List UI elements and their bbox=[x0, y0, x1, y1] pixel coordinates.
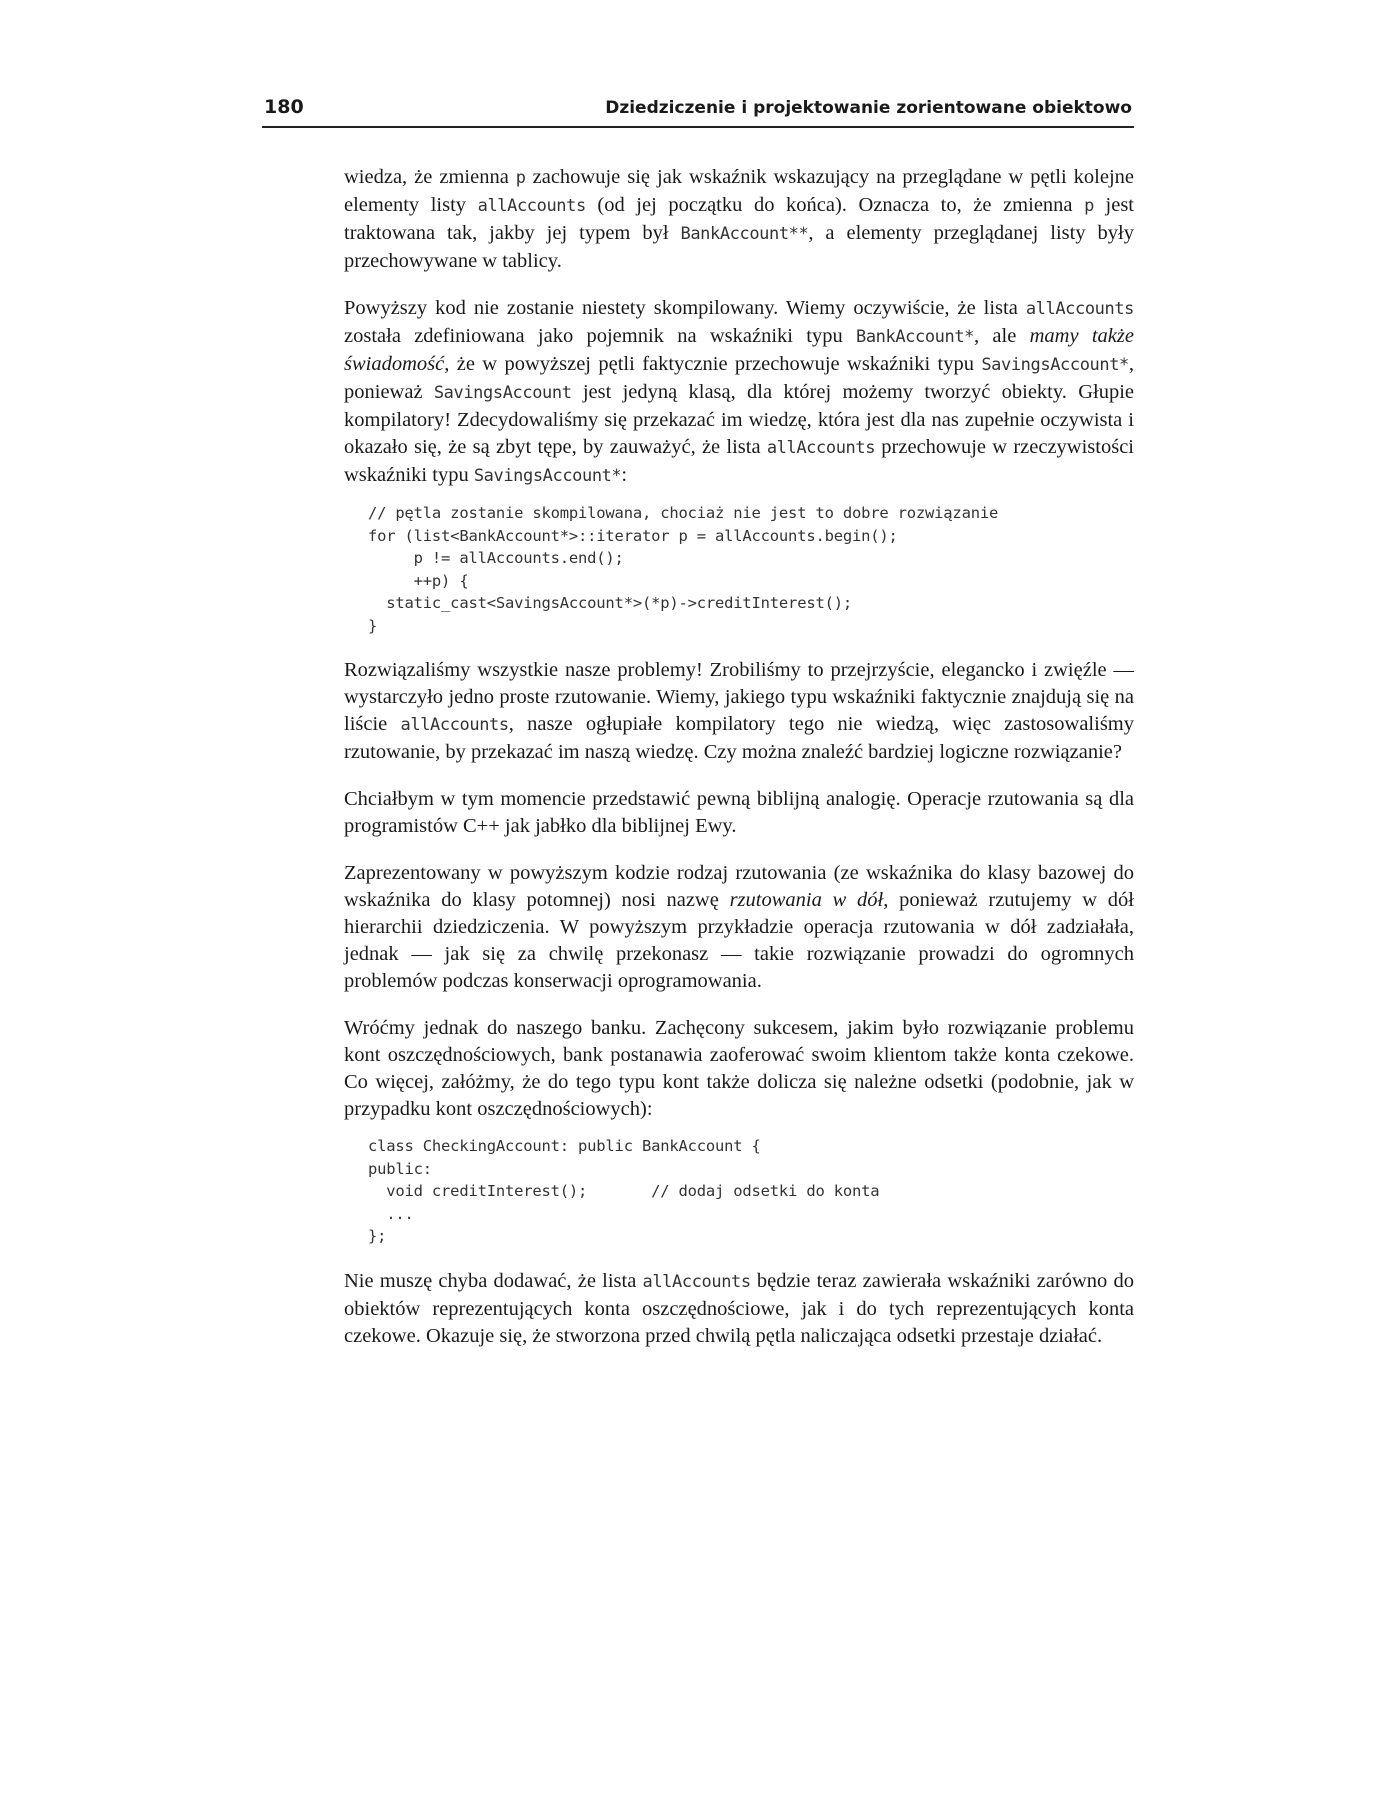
paragraph-6 bbox=[344, 1015, 1134, 1123]
paragraph-1 bbox=[344, 164, 1134, 275]
paragraph-5 bbox=[344, 860, 1134, 995]
page-number: 180 bbox=[264, 96, 304, 118]
code-inline: allAccounts bbox=[1025, 299, 1134, 319]
emphasis: mamy także świadomość bbox=[344, 325, 1134, 375]
code-line: ... bbox=[368, 1204, 414, 1223]
code-inline: BankAccount** bbox=[680, 224, 809, 244]
code-inline: SavingsAccount* bbox=[473, 466, 622, 486]
text-span: Wróćmy jednak do naszego banku. Zachęcony sukcesem, jakim było rozwiązanie problemu kont oszczędnościowych, bank postanawia zaoferować swoim klientom także konta czekowe. Co więcej, załóżmy, że do tego typu kont także dolicza się należne odsetki (podobnie, jak w przypadku kont oszczędnościowych): bbox=[344, 1017, 1134, 1120]
running-title: Dziedziczenie i projektowanie zorientowane obiektowo bbox=[605, 98, 1132, 118]
text-span: Zaprezentowany w powyższym kodzie rodzaj rzutowania (ze wskaźnika do klasy bazowej do wskaźnika do klasy potomnej) nosi nazwę bbox=[344, 862, 1134, 911]
code-line: ++p) { bbox=[368, 571, 469, 590]
text-span: , nasze ogłupiałe kompilatory tego nie wiedzą, więc zastosowaliśmy rzutowanie, by przekazać im naszą wiedzę. Czy można znaleźć bardziej logiczne rozwiązanie? bbox=[344, 713, 1134, 763]
text-span: , a elementy przeglądanej listy były przechowywane w tablicy. bbox=[344, 222, 1134, 272]
text-span: : bbox=[621, 464, 628, 486]
code-block-1 bbox=[368, 502, 1134, 637]
paragraph-3 bbox=[344, 657, 1134, 766]
text-span: , że w powyższej pętli faktycznie przechowuje wskaźniki typu bbox=[444, 353, 982, 375]
paragraph-2 bbox=[344, 295, 1134, 490]
text-span: Nie muszę chyba dodawać, że lista bbox=[344, 1269, 643, 1292]
code-inline: allAccounts bbox=[477, 196, 586, 216]
code-line: }; bbox=[368, 1227, 387, 1245]
code-line: p != allAccounts.end(); bbox=[368, 549, 624, 567]
code-inline: p bbox=[1084, 196, 1094, 216]
text-span: została zdefiniowana jako pojemnik na wskaźniki typu bbox=[344, 325, 856, 347]
code-line: // pętla zostanie skompilowana, chociaż nie jest to dobre rozwiązanie bbox=[368, 504, 999, 522]
code-inline: SavingsAccount* bbox=[981, 355, 1129, 375]
text-span: będzie teraz zawierała wskaźniki zarówno do obiektów reprezentujących konta oszczędnościowe, jak i do tych reprezentujących konta czekowe. Okazuje się, że stworzona przed chwilą pętla naliczająca odsetki przestaje działać. bbox=[344, 1269, 1134, 1347]
code-line: for (list<BankAccount*>::iterator p = allAccounts.begin(); bbox=[368, 526, 898, 545]
code-inline: p bbox=[515, 168, 526, 188]
paragraph-7 bbox=[344, 1268, 1134, 1350]
text-span: Rozwiązaliśmy wszystkie nasze problemy! Zrobiliśmy to przejrzyście, elegancko i zwięźle — wystarczyło jedno proste rzutowanie. Wiemy, jakiego typu wskaźniki faktycznie znajdują się na liście bbox=[344, 659, 1134, 735]
code-inline: allAccounts bbox=[642, 1271, 751, 1292]
text-span: , ponieważ rzutujemy w dół hierarchii dziedziczenia. W powyższym przykładzie operacja rzutowania w dół zadziałała, jednak — jak się za chwilę przekonasz — takie rozwiązanie prowadzi do ogromnych problemów podczas konserwacji oprogramowania. bbox=[344, 889, 1134, 992]
code-inline: allAccounts bbox=[766, 438, 876, 458]
code-inline: SavingsAccount bbox=[433, 383, 572, 403]
text-span: wiedza, że zmienna bbox=[344, 166, 516, 188]
running-header bbox=[262, 96, 1134, 128]
text-span: jest traktowana tak, jakby jej typem był bbox=[344, 194, 1135, 244]
page-body bbox=[344, 164, 1134, 1370]
code-inline: BankAccount* bbox=[855, 327, 975, 347]
emphasis: rzutowania w dół bbox=[729, 889, 884, 911]
code-inline: allAccounts bbox=[400, 715, 509, 735]
code-line: static_cast<SavingsAccount*>(*p)->creditInterest(); bbox=[368, 594, 852, 612]
text-span: (od jej początku do końca). Oznacza to, że zmienna bbox=[585, 194, 1085, 216]
text-span: Powyższy kod nie zostanie niestety skompilowany. Wiemy oczywiście, że lista bbox=[344, 297, 1026, 319]
code-line: public: bbox=[368, 1159, 432, 1178]
text-span: przechowuje w rzeczywistości wskaźniki typu bbox=[344, 436, 1134, 486]
text-span: , ponieważ bbox=[344, 353, 1134, 403]
text-span: Chciałbym w tym momencie przedstawić pewną biblijną analogię. Operacje rzutowania są dla programistów C++ jak jabłko dla biblijnej Ewy. bbox=[344, 788, 1134, 837]
text-span: jest jedyną klasą, dla której możemy tworzyć obiekty. Głupie kompilatory! Zdecydowaliśmy się przekazać im wiedzę, która jest dla nas zupełnie oczywista i okazało się, że są zbyt tępe, by zauważyć, że lista bbox=[344, 381, 1135, 458]
code-block-2 bbox=[368, 1135, 1134, 1248]
paragraph-4 bbox=[344, 786, 1134, 840]
code-line: void creditInterest(); // dodaj odsetki do konta bbox=[368, 1182, 880, 1200]
text-span: zachowuje się jak wskaźnik wskazujący na przeglądane w pętli kolejne elementy listy bbox=[344, 166, 1134, 216]
code-line: class CheckingAccount: public BankAccount { bbox=[368, 1137, 761, 1155]
text-span: , ale bbox=[974, 325, 1030, 347]
code-line: } bbox=[368, 616, 378, 635]
